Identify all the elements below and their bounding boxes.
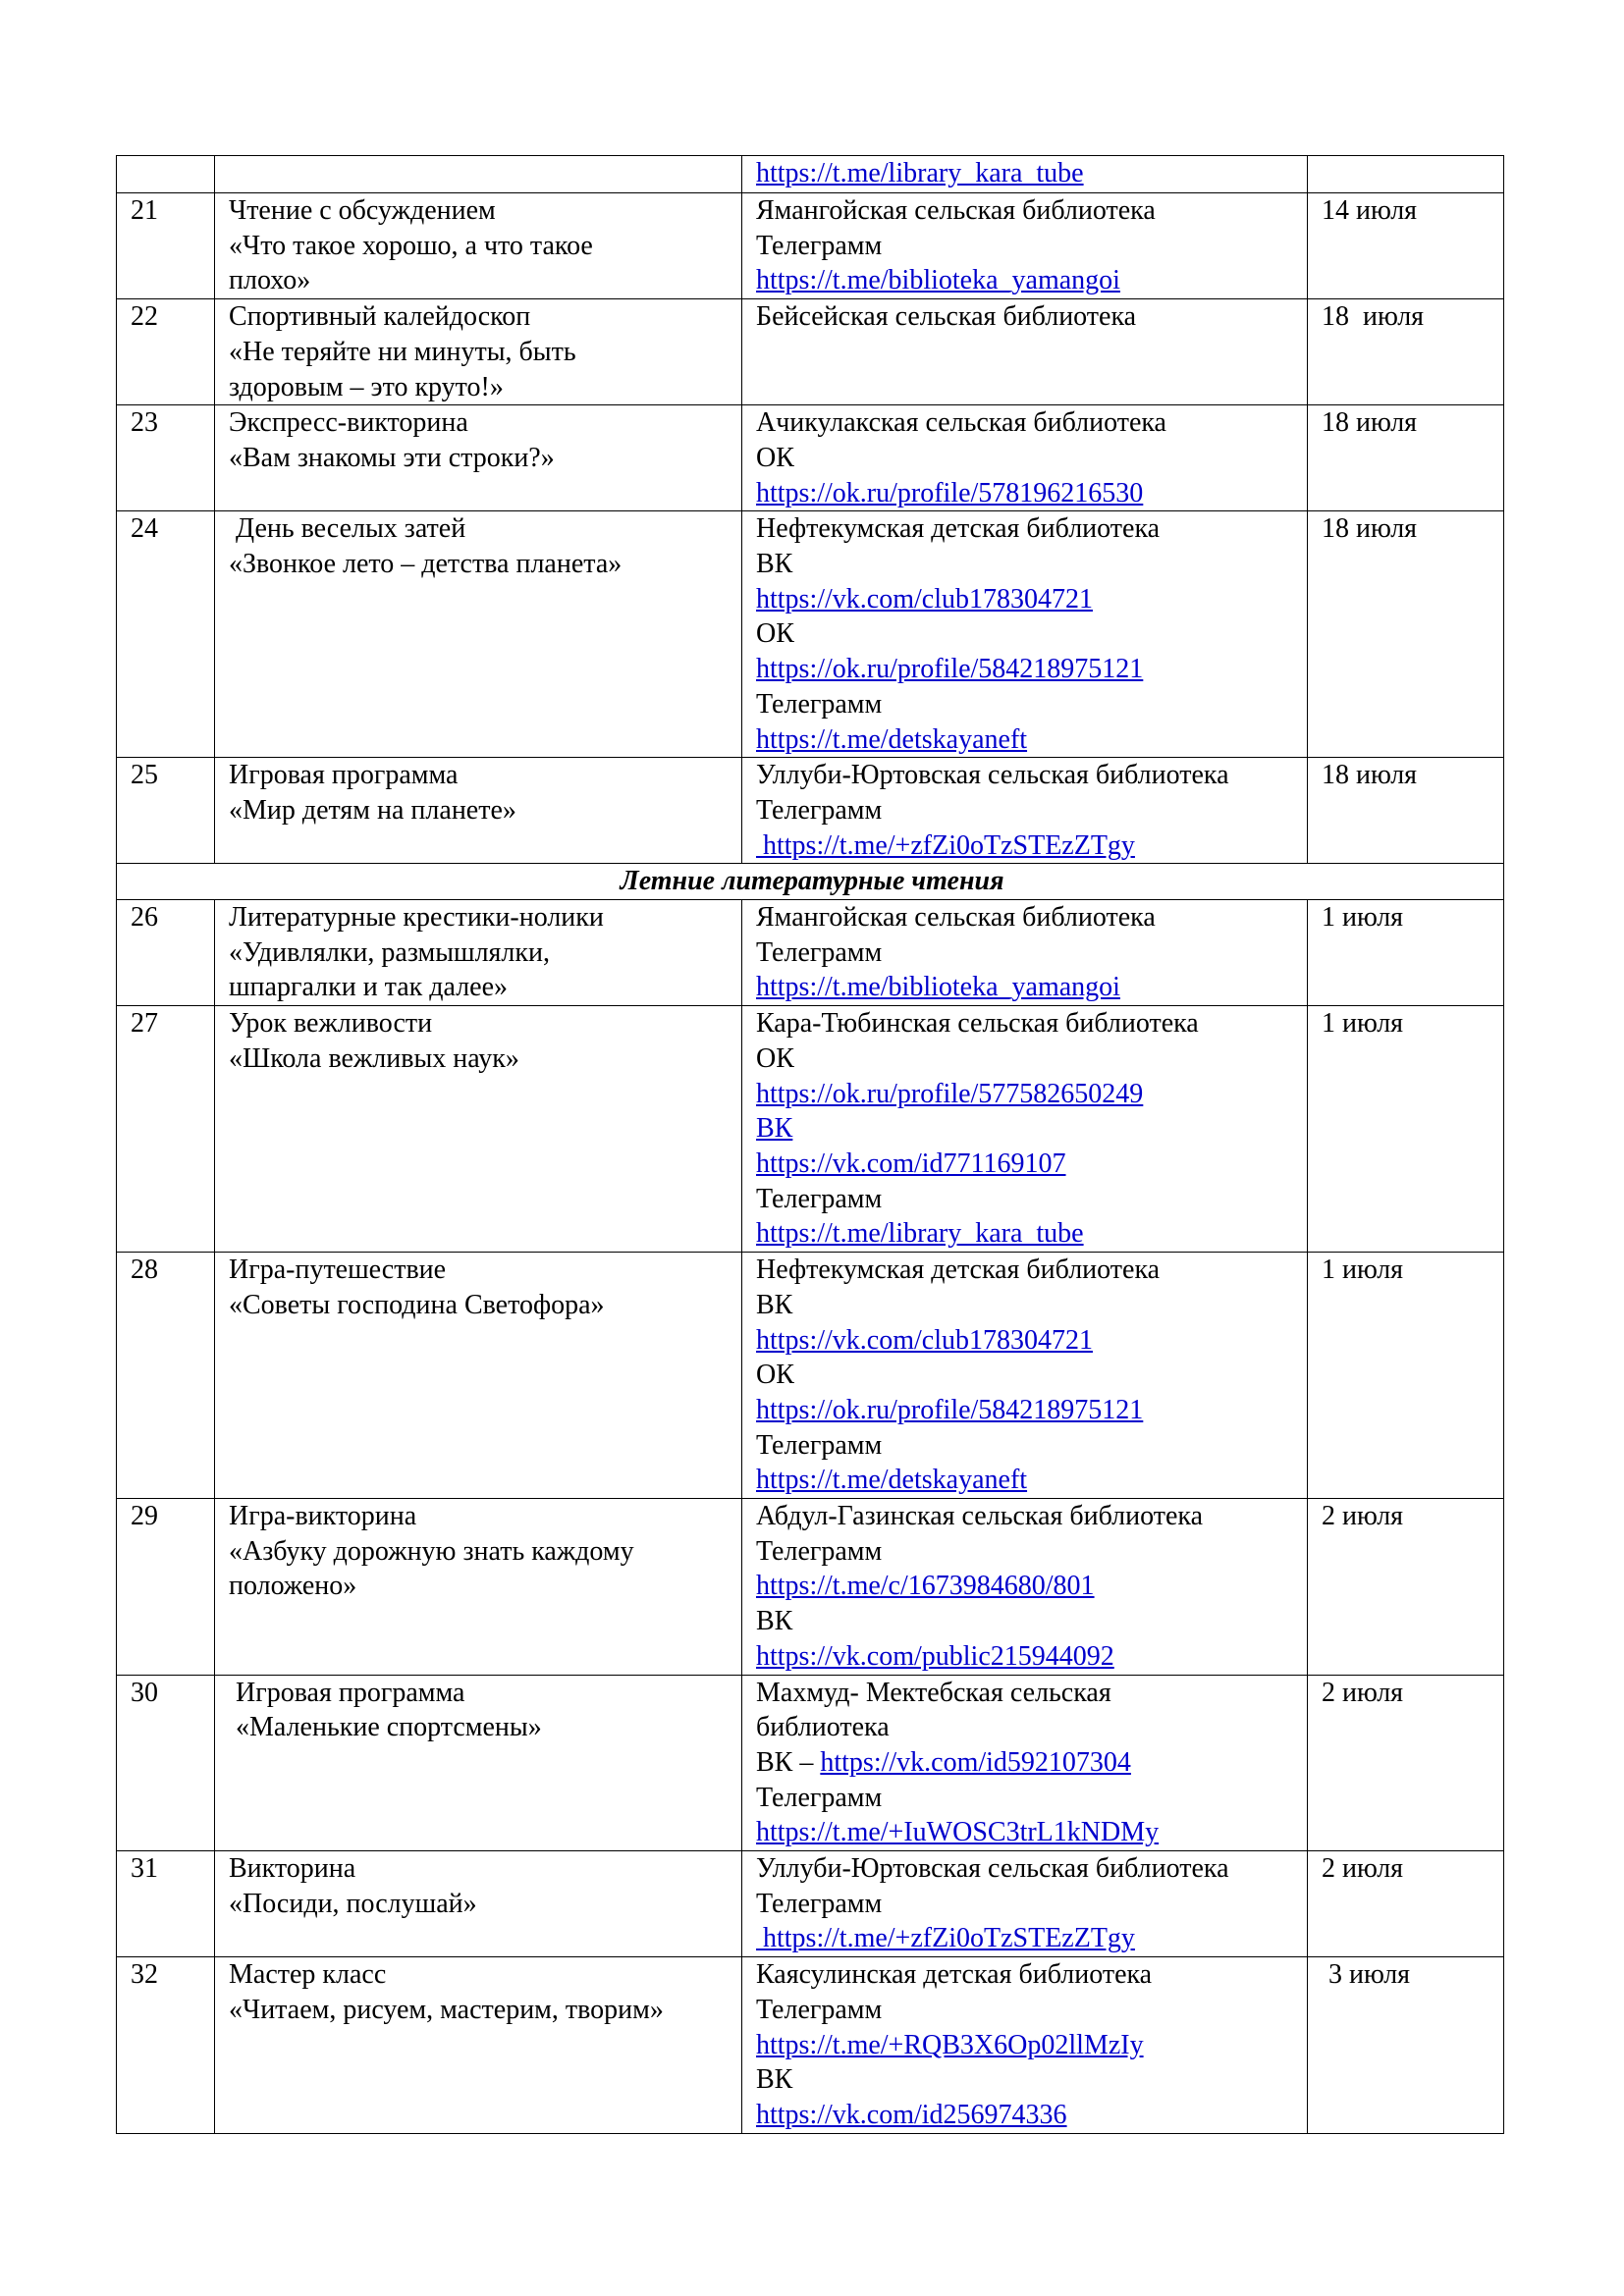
venue-link-line [756, 722, 1297, 758]
row-number-cell [117, 511, 215, 758]
event-date-cell [1308, 193, 1504, 299]
venue-text-line [756, 299, 1297, 335]
table-row [117, 1006, 1504, 1253]
venue-link[interactable]: https://t.me/biblioteka_yamangoi [756, 265, 1120, 296]
event-title-cell [215, 405, 742, 511]
event-title-cell [215, 1851, 742, 1957]
venue-link[interactable]: https://t.me/detskayaneft [756, 723, 1028, 755]
venue-cell [742, 1957, 1308, 2134]
event-date: 18 июля [1322, 760, 1418, 791]
venue-text-line [756, 1957, 1297, 1993]
venue-text: Ямангойская сельская библиотека [756, 195, 1156, 226]
event-date-cell [1308, 900, 1504, 1006]
event-date: 18 июля [1322, 407, 1418, 439]
venue-text: библиотека [756, 1712, 890, 1743]
event-title-line: «Школа вежливых наук» [229, 1042, 519, 1074]
row-number-cell [117, 758, 215, 864]
venue-text: Телеграмм [756, 1535, 883, 1567]
event-title-line: «Удивлялки, размышлялки, [229, 936, 550, 968]
event-date-cell [1308, 1957, 1504, 2134]
venue-text-line [756, 1006, 1297, 1041]
venue-text-line [756, 193, 1297, 229]
venue-text-line [756, 935, 1297, 971]
event-title-cell [215, 900, 742, 1006]
table-row [117, 900, 1504, 1006]
event-title-line: «Не теряйте ни минуты, быть [229, 336, 576, 367]
row-number: 29 [131, 1501, 158, 1532]
venue-text: ВК [756, 1606, 793, 1637]
event-date-cell [1308, 1675, 1504, 1851]
venue-link-line [756, 1921, 1297, 1956]
venue-link-prefix: ВК – [756, 1746, 821, 1778]
row-number-cell [117, 1675, 215, 1851]
venue-text: Телеграмм [756, 688, 883, 720]
row-number-cell [117, 900, 215, 1006]
row-number: 24 [131, 513, 158, 545]
event-title-line: «Советы господина Светофора» [229, 1289, 605, 1320]
event-title-line: «Что такое хорошо, а что такое [229, 230, 593, 261]
venue-text-line [756, 1781, 1297, 1816]
event-title-line: «Читаем, рисуем, мастерим, творим» [229, 1994, 664, 2025]
event-title-line: «Посиди, послушай» [229, 1888, 477, 1919]
event-title-cell [215, 299, 742, 405]
row-number-cell [117, 405, 215, 511]
venue-text-line [756, 1182, 1297, 1217]
row-number: 27 [131, 1008, 158, 1040]
venue-link-line [756, 156, 1297, 191]
table-row [117, 1957, 1504, 2134]
venue-text-line [756, 616, 1297, 652]
row-number-cell [117, 299, 215, 405]
events-table [116, 155, 1504, 2134]
venue-text-line [756, 758, 1297, 793]
event-date-cell [1308, 1253, 1504, 1499]
venue-link-line [756, 970, 1297, 1005]
venue-link-line [756, 1463, 1297, 1498]
event-title-line: Спортивный калейдоскоп [229, 301, 531, 333]
venue-text-line [756, 793, 1297, 828]
venue-link[interactable]: https://vk.com/id256974336 [756, 2099, 1067, 2130]
table-row [117, 405, 1504, 511]
event-date-cell [1308, 1499, 1504, 1676]
event-title-cell [215, 193, 742, 299]
event-title-line: Урок вежливости [229, 1008, 433, 1040]
venue-link-line [756, 1216, 1297, 1252]
row-number: 31 [131, 1853, 158, 1885]
venue-text: Телеграмм [756, 1183, 883, 1214]
event-date: 1 июля [1322, 1008, 1404, 1040]
event-date: 18 июля [1322, 301, 1425, 333]
venue-text-line [756, 511, 1297, 547]
venue-link[interactable]: https://ok.ru/profile/578196216530 [756, 477, 1144, 508]
venue-text-line [756, 1534, 1297, 1570]
venue-link-line [756, 1815, 1297, 1850]
event-title-line: Игровая программа [229, 760, 459, 791]
event-title-line: плохо» [229, 265, 311, 296]
row-number-cell [117, 193, 215, 299]
venue-link-line [756, 1147, 1297, 1182]
row-number-cell [117, 156, 215, 193]
table-row [117, 1499, 1504, 1676]
venue-text: ОК [756, 618, 794, 650]
event-title-line: «Маленькие спортсмены» [229, 1712, 542, 1743]
row-number-cell [117, 1006, 215, 1253]
venue-text-line [756, 1676, 1297, 1711]
venue-text: Телеграмм [756, 936, 883, 968]
venue-cell [742, 1851, 1308, 1957]
venue-text-line [756, 405, 1297, 441]
event-title-line: Экспресс-викторина [229, 407, 468, 439]
events-table-body [117, 156, 1504, 2134]
row-number: 25 [131, 760, 158, 791]
venue-link[interactable]: https://ok.ru/profile/584218975121 [756, 654, 1144, 685]
table-row [117, 511, 1504, 758]
venue-link[interactable]: https://t.me/+RQB3X6Op02llMzIy [756, 2029, 1144, 2060]
venue-text: ОК [756, 1042, 794, 1074]
venue-text: ВК [756, 1289, 793, 1320]
venue-text: Телеграмм [756, 1994, 883, 2025]
venue-text-line [756, 1993, 1297, 2028]
venue-text: Телеграмм [756, 1888, 883, 1919]
venue-cell [742, 156, 1308, 193]
event-date-cell [1308, 156, 1504, 193]
venue-text: Нефтекумская детская библиотека [756, 513, 1161, 545]
event-date: 1 июля [1322, 1255, 1404, 1286]
event-title-cell [215, 156, 742, 193]
venue-text-line [756, 687, 1297, 722]
event-date: 3 июля [1322, 1959, 1411, 1991]
table-row [117, 758, 1504, 864]
event-title-line: День веселых затей [229, 513, 466, 545]
venue-cell [742, 193, 1308, 299]
event-title-line: Игра-путешествие [229, 1255, 447, 1286]
venue-cell [742, 299, 1308, 405]
row-number: 22 [131, 301, 158, 333]
event-date-cell [1308, 1006, 1504, 1253]
event-title-cell [215, 1957, 742, 2134]
row-number: 23 [131, 407, 158, 439]
venue-text: Махмуд- Мектебская сельская [756, 1677, 1111, 1708]
venue-text: Уллуби-Юртовская сельская библиотека [756, 1853, 1229, 1885]
venue-text-line [756, 1288, 1297, 1323]
venue-text-line [756, 547, 1297, 582]
venue-cell [742, 1006, 1308, 1253]
event-title-cell [215, 1675, 742, 1851]
venue-cell [742, 405, 1308, 511]
venue-link-line [756, 476, 1297, 511]
event-title-line: положено» [229, 1571, 357, 1602]
venue-link[interactable]: https://ok.ru/profile/577582650249 [756, 1078, 1144, 1109]
event-title-line: Чтение с обсуждением [229, 195, 496, 226]
venue-link[interactable]: https://t.me/+zfZi0oTzSTEzZTgy [756, 1923, 1135, 1954]
venue-text: Телеграмм [756, 1429, 883, 1461]
event-title-cell [215, 1499, 742, 1676]
venue-link-line [756, 1745, 1297, 1781]
event-title-cell [215, 1253, 742, 1499]
event-title-line: «Азбуку дорожную знать каждому [229, 1535, 634, 1567]
row-number-cell [117, 1499, 215, 1676]
venue-text: Ачикулакская сельская библиотека [756, 407, 1166, 439]
venue-link[interactable]: https://vk.com/club178304721 [756, 1324, 1093, 1356]
venue-text-line [756, 1499, 1297, 1534]
row-number: 28 [131, 1255, 158, 1286]
section-title: Летние литературные чтения [117, 864, 1504, 900]
row-number: 32 [131, 1959, 158, 1991]
event-title-line: Мастер класс [229, 1959, 387, 1991]
venue-link[interactable]: https://t.me/library_kara_tube [756, 158, 1084, 188]
row-number: 21 [131, 195, 158, 226]
venue-link-line [756, 2098, 1297, 2133]
venue-text: Телеграмм [756, 230, 883, 261]
event-date-cell [1308, 405, 1504, 511]
venue-link-line [756, 263, 1297, 298]
venue-text-line [756, 1253, 1297, 1288]
venue-link[interactable]: https://t.me/+zfZi0oTzSTEzZTgy [756, 829, 1135, 861]
venue-text: Абдул-Газинская сельская библиотека [756, 1501, 1204, 1532]
table-row [117, 299, 1504, 405]
venue-text-line [756, 1358, 1297, 1393]
venue-text-line [756, 1041, 1297, 1077]
venue-text: ОК [756, 1360, 794, 1391]
table-row [117, 156, 1504, 193]
event-date-cell [1308, 1851, 1504, 1957]
venue-link[interactable]: https://t.me/biblioteka_yamangoi [756, 972, 1120, 1003]
venue-cell [742, 1499, 1308, 1676]
venue-text: Кара-Тюбинская сельская библиотека [756, 1008, 1199, 1040]
venue-cell [742, 758, 1308, 864]
event-title-line: «Звонкое лето – детства планета» [229, 549, 623, 580]
event-date: 18 июля [1322, 513, 1418, 545]
row-number: 30 [131, 1677, 158, 1708]
venue-link[interactable]: https://t.me/+IuWOSC3trL1kNDMy [756, 1817, 1160, 1848]
event-title-cell [215, 1006, 742, 1253]
event-title-cell [215, 758, 742, 864]
venue-link-line [756, 1639, 1297, 1675]
event-date: 1 июля [1322, 902, 1404, 934]
venue-text-line [756, 441, 1297, 476]
event-title-line: Литературные крестики-нолики [229, 902, 604, 934]
venue-text: Уллуби-Юртовская сельская библиотека [756, 760, 1229, 791]
venue-link[interactable]: https://t.me/detskayaneft [756, 1465, 1028, 1496]
venue-text: Бейсейская сельская библиотека [756, 301, 1137, 333]
venue-text: Телеграмм [756, 1782, 883, 1813]
row-number-cell [117, 1957, 215, 2134]
venue-text: Ямангойская сельская библиотека [756, 902, 1156, 934]
venue-text-line [756, 1604, 1297, 1639]
table-row [117, 1675, 1504, 1851]
venue-link-line [756, 1077, 1297, 1112]
table-row [117, 193, 1504, 299]
venue-link-line [756, 582, 1297, 617]
venue-link[interactable]: https://vk.com/id592107304 [820, 1746, 1131, 1778]
event-title-line: «Мир детям на планете» [229, 794, 516, 826]
table-row [117, 1851, 1504, 1957]
venue-text: ОК [756, 442, 794, 473]
venue-text-line [756, 1710, 1297, 1745]
venue-cell [742, 511, 1308, 758]
venue-text-line [756, 900, 1297, 935]
row-number-cell [117, 1253, 215, 1499]
venue-link[interactable]: https://vk.com/club178304721 [756, 583, 1093, 614]
venue-text-line [756, 2062, 1297, 2098]
venue-text: ВК [756, 549, 793, 580]
event-date: 2 июля [1322, 1501, 1404, 1532]
event-title-cell [215, 511, 742, 758]
event-title-line: «Вам знакомы эти строки?» [229, 442, 555, 473]
venue-link[interactable]: https://t.me/library_kara_tube [756, 1218, 1084, 1250]
event-date: 2 июля [1322, 1677, 1404, 1708]
venue-link-line [756, 1323, 1297, 1359]
table-row [117, 1253, 1504, 1499]
event-date-cell [1308, 758, 1504, 864]
event-title-line: Викторина [229, 1853, 356, 1885]
event-date: 14 июля [1322, 195, 1418, 226]
venue-link-line [756, 1393, 1297, 1428]
venue-text-line [756, 229, 1297, 264]
venue-link-line [756, 1569, 1297, 1604]
event-date: 2 июля [1322, 1853, 1404, 1885]
venue-link[interactable]: https://vk.com/id771169107 [756, 1148, 1066, 1179]
venue-text: ВК [756, 2064, 793, 2096]
section-header-row [117, 864, 1504, 900]
venue-link[interactable]: https://vk.com/public215944092 [756, 1640, 1114, 1672]
venue-link-line [756, 828, 1297, 864]
venue-link-line [756, 2028, 1297, 2063]
venue-cell [742, 1253, 1308, 1499]
row-number-cell [117, 1851, 215, 1957]
event-date-cell [1308, 299, 1504, 405]
venue-text-line [756, 1851, 1297, 1887]
event-title-line: Игра-викторина [229, 1501, 417, 1532]
venue-cell [742, 1675, 1308, 1851]
venue-text-line [756, 1428, 1297, 1464]
venue-link[interactable]: https://t.me/c/1673984680/801 [756, 1571, 1095, 1602]
venue-text: Каясулинская детская библиотека [756, 1959, 1153, 1991]
venue-link[interactable]: https://ok.ru/profile/584218975121 [756, 1394, 1144, 1425]
venue-text-line [756, 1887, 1297, 1922]
venue-link-line [756, 1111, 1297, 1147]
event-title-line: шпаргалки и так далее» [229, 972, 509, 1003]
event-title-line: здоровым – это круто!» [229, 371, 504, 402]
venue-cell [742, 900, 1308, 1006]
row-number: 26 [131, 902, 158, 934]
venue-link[interactable]: ВК [756, 1113, 793, 1145]
venue-link-line [756, 652, 1297, 687]
venue-text: Нефтекумская детская библиотека [756, 1255, 1161, 1286]
event-title-line: Игровая программа [229, 1677, 465, 1708]
event-date-cell [1308, 511, 1504, 758]
venue-text: Телеграмм [756, 794, 883, 826]
